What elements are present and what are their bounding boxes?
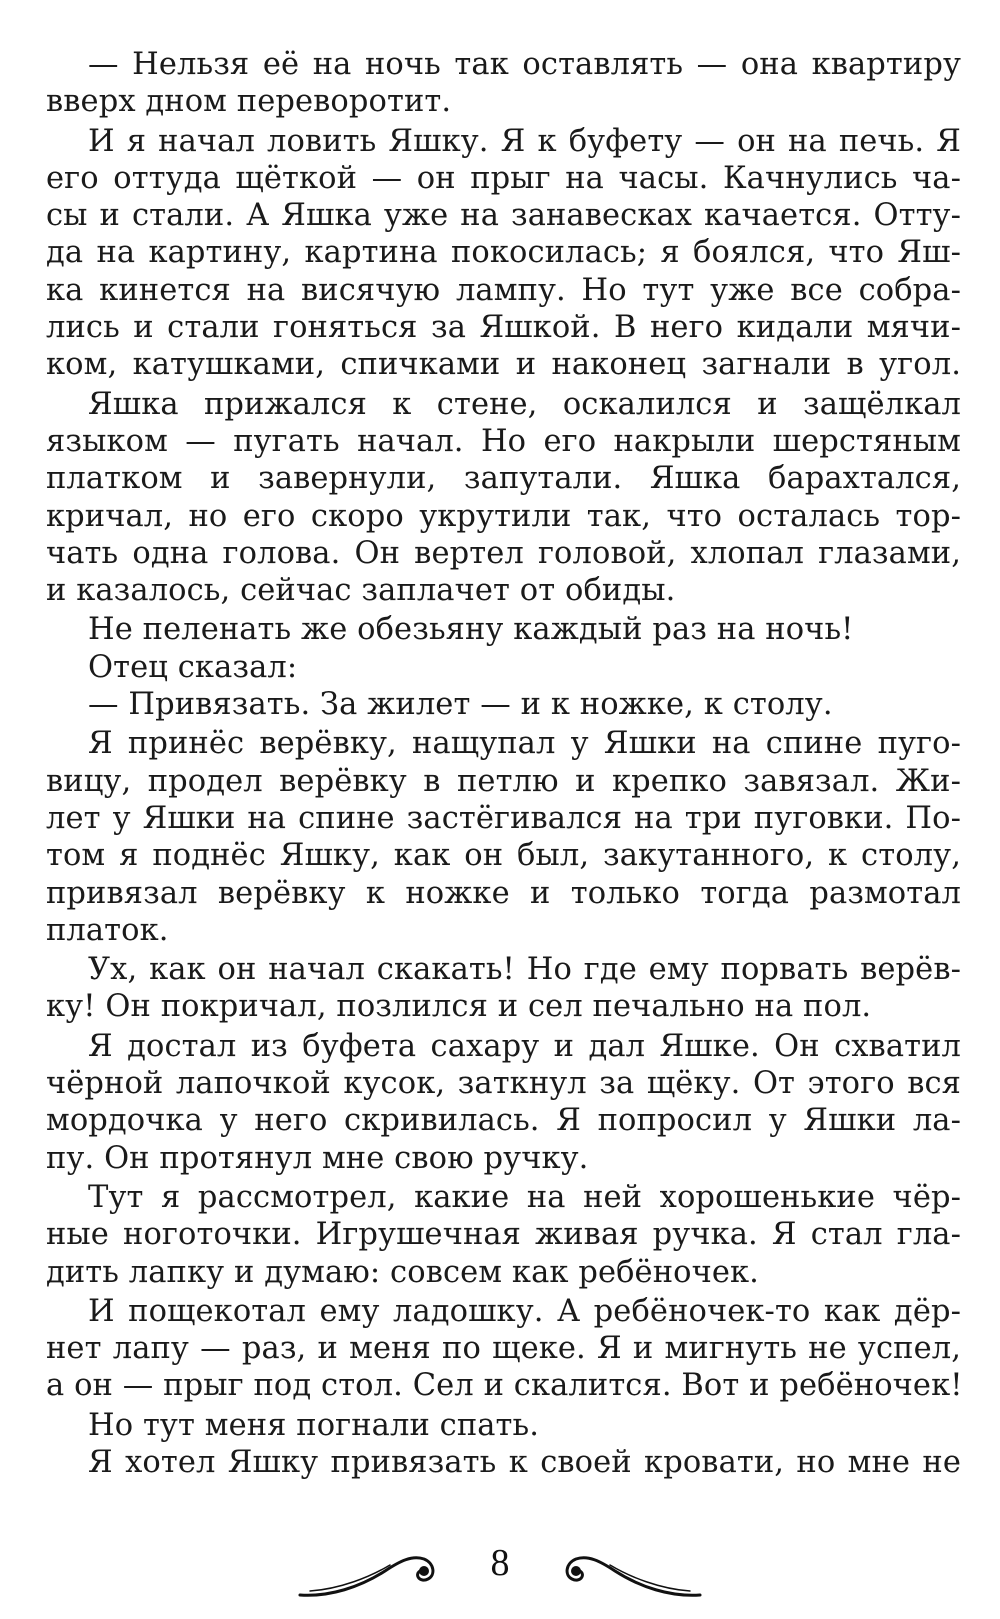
text-line: платок.: [46, 912, 169, 948]
text-line: Я достал из буфета сахару и дал Яшке. Он схватил: [88, 1028, 961, 1064]
text-line: Я принёс верёвку, нащупал у Яшки на спине пуго-: [88, 726, 961, 762]
text-line: и казалось, сейчас заплачет от обиды.: [46, 573, 676, 609]
text-line: мордочка у него скривилась. Я попросил у Яшки ла-: [46, 1103, 961, 1139]
paragraph: [46, 1293, 961, 1405]
paragraph: [46, 649, 961, 686]
text-line: Яшка прижался к стене, оскалился и защёлкал: [88, 386, 961, 422]
book-page-text: [46, 46, 961, 1481]
text-line: И я начал ловить Яшку. Я к буфету — он на печь. Я: [88, 123, 961, 159]
text-line: лет у Яшки на спине застёгивался на три пуговки. По-: [46, 800, 961, 836]
paragraph: [46, 725, 961, 949]
paragraph: [46, 686, 961, 723]
text-line: Отец сказал:: [88, 649, 298, 685]
paragraph: [46, 123, 961, 384]
paragraph: [46, 1028, 961, 1177]
text-line: ка кинется на висячую лампу. Но тут уже все собра-: [46, 272, 961, 308]
text-line: привязал верёвку к ножке и только тогда размотал: [46, 875, 961, 911]
text-line: дить лапку и думаю: совсем как ребёночек.: [46, 1254, 759, 1290]
text-line: — Нельзя её на ночь так оставлять — она квартиру: [88, 47, 961, 82]
paragraph: [46, 1179, 961, 1291]
text-line: ные ноготочки. Игрушечная живая ручка. Я стал гла-: [46, 1217, 961, 1253]
text-line: чёрной лапочкой кусок, заткнул за щёку. От этого вся: [46, 1066, 961, 1102]
text-line: а он — прыг под стол. Сел и скалится. Вот и ребёночек!: [46, 1368, 963, 1404]
paragraph: [46, 46, 961, 121]
text-line: сы и стали. А Яшка уже на занавесках качается. Отту-: [46, 198, 961, 234]
text-line: кричал, но его скоро укрутили так, что осталась тор-: [46, 498, 961, 534]
text-line: нет лапу — раз, и меня по щеке. Я и мигнуть не успел,: [46, 1331, 961, 1367]
text-line: Тут я рассмотрел, какие на ней хорошенькие чёр-: [88, 1179, 961, 1215]
paragraph: [46, 1407, 961, 1444]
text-line: лись и стали гоняться за Яшкой. В него кидали мячи-: [46, 310, 961, 346]
page-number: 8: [490, 1542, 510, 1584]
text-line: его оттуда щёткой — он прыг на часы. Качнулись ча-: [46, 160, 961, 196]
text-line: И пощекотал ему ладошку. А ребёночек-то как дёр-: [88, 1293, 961, 1329]
text-line: Не пеленать же обезьяну каждый раз на ночь!: [88, 612, 854, 648]
text-line: вицу, продел верёвку в петлю и крепко завязал. Жи-: [46, 763, 961, 799]
paragraph: [46, 611, 961, 648]
text-line: Но тут меня погнали спать.: [88, 1407, 540, 1443]
text-line: ку! Он покричал, позлился и сел печально на пол.: [46, 989, 872, 1025]
text-line: — Привязать. За жилет — и к ножке, к столу.: [88, 687, 833, 723]
text-line: том я поднёс Яшку, как он был, закутанного, к столу,: [46, 838, 961, 874]
text-line: Я хотел Яшку привязать к своей кровати, но мне не: [88, 1444, 961, 1480]
paragraph: [46, 1444, 961, 1481]
text-line: чать одна голова. Он вертел головой, хлопал глазами,: [46, 535, 961, 571]
text-line: да на картину, картина покосилась; я боялся, что Яш-: [46, 235, 961, 271]
text-line: вверх дном переворотит.: [46, 84, 452, 120]
text-line: ком, катушками, спичками и наконец загнали в угол.: [46, 347, 961, 383]
text-line: пу. Он протянул мне свою ручку.: [46, 1140, 589, 1176]
text-line: платком и завернули, запутали. Яшка барахтался,: [46, 461, 961, 497]
paragraph: [46, 951, 961, 1026]
text-line: языком — пугать начал. Но его накрыли шерстяным: [46, 423, 961, 459]
text-line: Ух, как он начал скакать! Но где ему порвать верёв-: [88, 952, 961, 988]
paragraph: [46, 386, 961, 610]
